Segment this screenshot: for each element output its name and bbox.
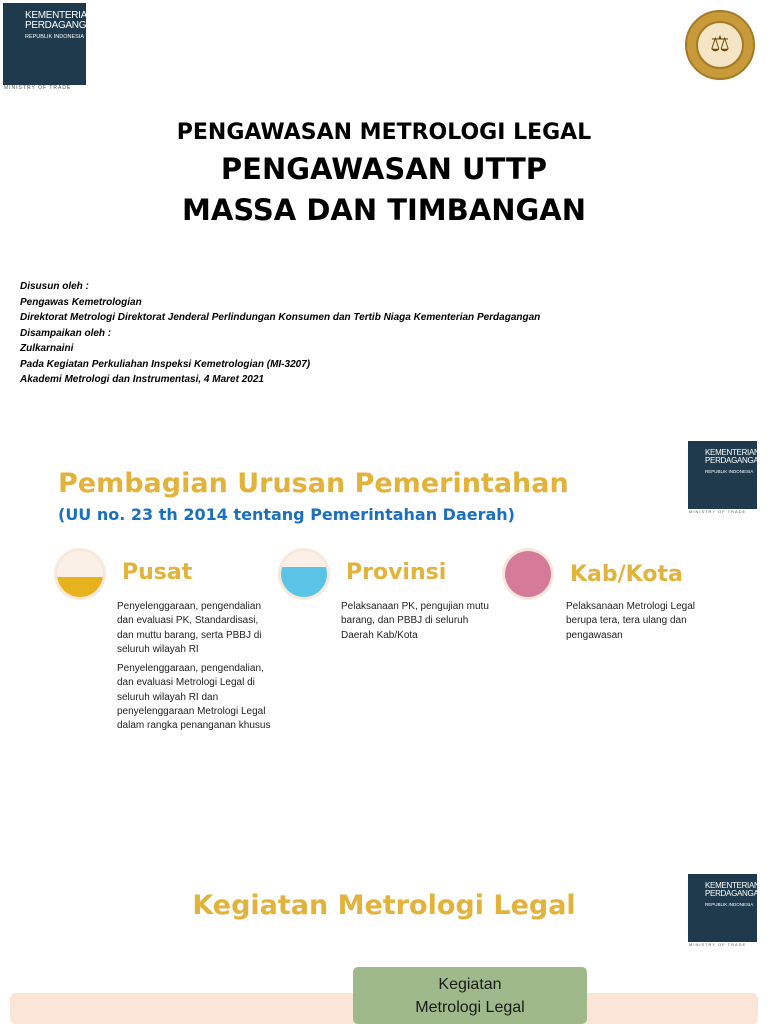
credits-block	[20, 279, 740, 388]
ministry-logo	[3, 3, 100, 85]
diagram-root-box	[353, 967, 587, 1024]
logo-line1: KEMENTERIAN	[25, 10, 94, 21]
credit-line: Disampaikan oleh :	[20, 327, 112, 339]
section-heading: Kegiatan Metrologi Legal	[192, 890, 576, 921]
level-desc-paragraph: Penyelenggaraan, pengendalian dan evaluasi PK, Standardisasi, dan muttu barang, serta PBBJ di seluruh wilayah RI	[117, 601, 262, 655]
logo-line2: PERDAGANGAN	[25, 20, 100, 31]
level-desc-paragraph: Penyelenggaraan, pengendalian, dan evaluasi Metrologi Legal di seluruh wilayah RI dan penyelenggaraan Metrologi Legal dalam rangka penanganan khusus	[117, 663, 271, 732]
level-icon-pusat	[57, 551, 103, 597]
page-title-line3: MASSA DAN TIMBANGAN	[182, 193, 586, 227]
level-label-provinsi: Provinsi	[346, 560, 447, 585]
page-title-line2: PENGAWASAN UTTP	[220, 152, 548, 186]
ministry-logo	[688, 441, 764, 509]
section-subheading: (UU no. 23 th 2014 tentang Pemerintahan Daerah)	[58, 505, 515, 524]
level-icon-kabkota	[505, 551, 551, 597]
logo-line3: REPUBLIK INDONESIA	[705, 902, 754, 907]
level-desc-paragraph: Pelaksanaan Metrologi Legal berupa tera, tera ulang dan pengawasan	[566, 601, 695, 641]
scales-of-justice-seal-icon: ⚖	[685, 10, 755, 80]
diagram-root-line1: Kegiatan	[438, 976, 502, 993]
logo-caption: MINISTRY OF TRADE	[4, 85, 72, 91]
level-desc-paragraph: Pelaksanaan PK, pengujian mutu barang, dan PBBJ di seluruh Daerah Kab/Kota	[341, 601, 489, 641]
logo-line3: REPUBLIK INDONESIA	[705, 469, 754, 474]
logo-line3: REPUBLIK INDONESIA	[25, 34, 84, 40]
level-icon-provinsi	[281, 551, 327, 597]
logo-caption: MINISTRY OF TRADE	[689, 509, 747, 514]
logo-line1: KEMENTERIAN	[705, 448, 760, 457]
level-desc-kabkota	[566, 600, 706, 648]
section-heading: Pembagian Urusan Pemerintahan	[58, 468, 569, 499]
page-title-line1: PENGAWASAN METROLOGI LEGAL	[176, 120, 592, 145]
logo-line2: PERDAGANGAN	[705, 889, 764, 898]
level-desc-pusat	[117, 600, 277, 739]
level-label-kabkota: Kab/Kota	[570, 562, 683, 587]
credit-line: Zulkarnaini	[20, 343, 74, 354]
credit-line: Disusun oleh :	[20, 281, 89, 292]
credit-line: Pada Kegiatan Perkuliahan Inspeksi Kemetrologian (MI-3207)	[20, 358, 311, 370]
logo-caption: MINISTRY OF TRADE	[689, 942, 747, 947]
diagram-root-line2: Metrologi Legal	[415, 999, 525, 1016]
credit-line: Direktorat Metrologi Direktorat Jenderal Perlindungan Konsumen dan Tertib Niaga Kementerian Perdagangan	[20, 312, 541, 323]
level-desc-provinsi	[341, 600, 491, 648]
slide-title	[0, 0, 768, 420]
credit-line: Akademi Metrologi dan Instrumentasi, 4 Maret 2021	[20, 374, 264, 385]
logo-line1: KEMENTERIAN	[705, 881, 760, 890]
level-label-pusat: Pusat	[122, 560, 193, 585]
credit-line: Pengawas Kemetrologian	[20, 296, 142, 308]
logo-line2: PERDAGANGAN	[705, 456, 764, 465]
